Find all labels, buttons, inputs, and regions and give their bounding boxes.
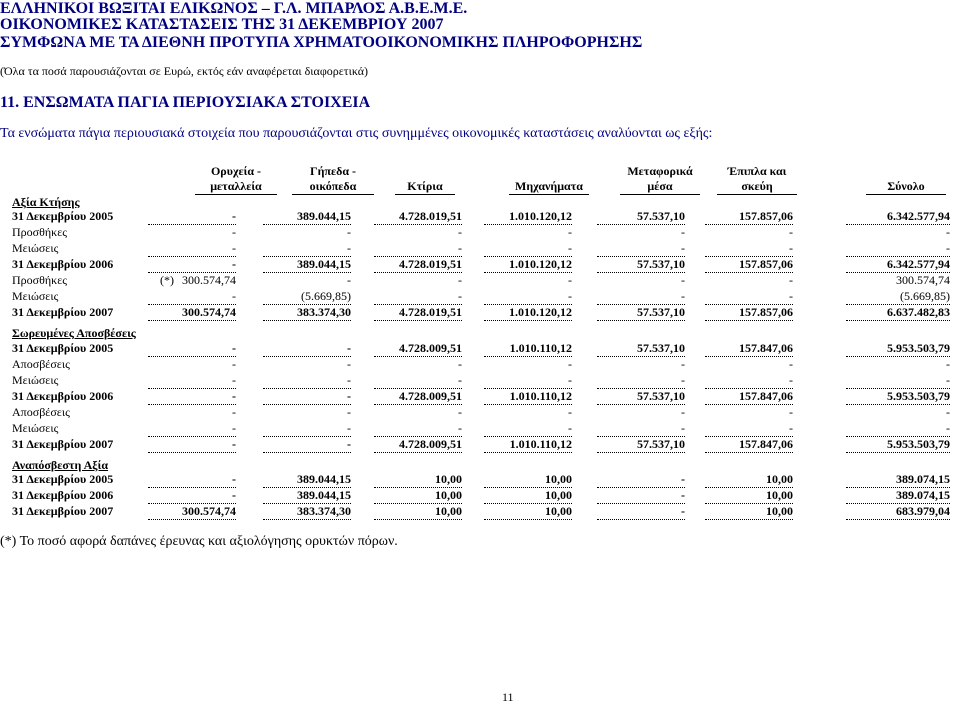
table-cell: - — [263, 341, 351, 357]
footnote: (*) Το ποσό αφορά δαπάνες έρευνας και αξιολόγησης ορυκτών πόρων. — [0, 534, 398, 549]
row-label: 31 Δεκεμβρίου 2005 — [12, 209, 114, 223]
row-label: 31 Δεκεμβρίου 2006 — [12, 488, 114, 502]
column-header-line2: Μηχανήματα — [515, 179, 583, 193]
table-cell: - — [681, 225, 685, 239]
column-header-line2: μέσα — [647, 179, 673, 193]
table-cell: - — [789, 273, 793, 287]
table-row — [0, 209, 960, 223]
row-label: Μειώσεις — [12, 373, 59, 387]
table-cell: - — [347, 405, 351, 419]
table-cell: - — [946, 225, 950, 239]
table-cell: 57.537,10 — [597, 437, 685, 453]
column-header-0 — [195, 164, 277, 195]
section-depreciation: Σωρευμένες Αποσβέσεις — [12, 326, 136, 340]
table-cell: - — [148, 373, 236, 389]
table-row — [0, 472, 960, 486]
table-cell: - — [946, 357, 950, 371]
table-cell: - — [148, 341, 236, 357]
table-cell: - — [681, 405, 685, 419]
table-cell: - — [568, 273, 572, 287]
table-cell: 683.979,04 — [846, 504, 950, 520]
table-cell: 10,00 — [705, 488, 793, 504]
table-cell: 157.847,06 — [705, 389, 793, 405]
table-cell: 157.857,06 — [705, 257, 793, 273]
table-cell: 6.637.482,83 — [846, 305, 950, 321]
table-cell: 57.537,10 — [597, 257, 685, 273]
table-cell: - — [347, 273, 351, 287]
table-cell: - — [846, 373, 950, 389]
table-cell: 4.728.009,51 — [374, 437, 462, 453]
row-label: Προσθήκες — [12, 225, 67, 239]
table-cell: 4.728.019,51 — [374, 305, 462, 321]
table-cell: 1.010.110,12 — [484, 437, 572, 453]
table-row — [0, 389, 960, 403]
page-number: 11 — [502, 690, 514, 704]
table-cell: (5.669,85) — [846, 289, 950, 305]
table-row — [0, 273, 960, 287]
statements-title: ΟΙΚΟΝΟΜΙΚΕΣ ΚΑΤΑΣΤΑΣΕΙΣ ΤΗΣ 31 ΔΕΚΕΜΒΡΙΟΥ 2007 — [0, 16, 444, 33]
table-cell: - — [597, 373, 685, 389]
table-cell: 5.953.503,79 — [846, 341, 950, 357]
table-cell: - — [681, 357, 685, 371]
table-row — [0, 289, 960, 303]
column-header-line1 — [866, 164, 946, 179]
table-cell: - — [846, 421, 950, 437]
table-cell: 10,00 — [374, 488, 462, 504]
standards-line: ΣΥΜΦΩΝΑ ΜΕ ΤΑ ΔΙΕΘΝΗ ΠΡΟΤΥΠΑ ΧΡΗΜΑΤΟΟΙΚΟΝΟΜΙΚΗΣ ΠΛΗΡΟΦΟΡΗΣΗΣ — [0, 34, 643, 51]
table-cell: - — [484, 289, 572, 305]
table-cell: - — [681, 273, 685, 287]
table-row — [0, 405, 960, 419]
table-cell: - — [705, 241, 793, 257]
footnote-marker: (*) — [160, 273, 174, 287]
row-label: 31 Δεκεμβρίου 2005 — [12, 341, 114, 355]
table-cell: 4.728.009,51 — [374, 389, 462, 405]
table-cell: 10,00 — [484, 488, 572, 504]
table-cell: - — [597, 289, 685, 305]
table-cell: 10,00 — [705, 504, 793, 520]
table-cell: 10,00 — [484, 472, 572, 488]
table-cell: 1.010.120,12 — [484, 305, 572, 321]
table-cell: 6.342.577,94 — [846, 209, 950, 225]
row-label: Μειώσεις — [12, 421, 59, 435]
row-label: 31 Δεκεμβρίου 2007 — [12, 504, 114, 518]
column-header-line1: Έπιπλα και — [727, 164, 787, 178]
table-cell: - — [232, 225, 236, 239]
table-row — [0, 225, 960, 239]
table-cell: 157.847,06 — [705, 437, 793, 453]
section-title: 11. ΕΝΣΩΜΑΤΑ ΠΑΓΙΑ ΠΕΡΙΟΥΣΙΑΚΑ ΣΤΟΙΧΕΙΑ — [0, 94, 371, 111]
table-cell: (5.669,85) — [263, 289, 351, 305]
table-cell: - — [597, 488, 685, 504]
column-header-line2: οικόπεδα — [309, 179, 357, 193]
row-label: Αποσβέσεις — [12, 357, 70, 371]
row-label: 31 Δεκεμβρίου 2007 — [12, 437, 114, 451]
column-header-1 — [292, 164, 374, 195]
column-header-6 — [866, 164, 946, 195]
table-cell: 57.537,10 — [597, 389, 685, 405]
table-cell: - — [568, 225, 572, 239]
table-cell: 389.044,15 — [263, 472, 351, 488]
table-cell: - — [347, 225, 351, 239]
row-label: Προσθήκες — [12, 273, 67, 287]
table-row — [0, 241, 960, 255]
table-row — [0, 257, 960, 271]
column-header-2 — [395, 164, 455, 195]
column-header-5 — [717, 164, 797, 195]
table-cell: - — [789, 405, 793, 419]
table-cell: 1.010.120,12 — [484, 209, 572, 225]
table-cell: - — [263, 437, 351, 453]
table-cell: - — [232, 357, 236, 371]
table-cell: - — [232, 405, 236, 419]
table-cell: 10,00 — [484, 504, 572, 520]
table-cell: - — [597, 241, 685, 257]
table-cell: 4.728.019,51 — [374, 257, 462, 273]
table-cell: 4.728.019,51 — [374, 209, 462, 225]
table-row — [0, 341, 960, 355]
table-cell: - — [705, 421, 793, 437]
table-cell: - — [846, 241, 950, 257]
table-cell: - — [374, 241, 462, 257]
table-cell: 389.074,15 — [846, 472, 950, 488]
table-cell: 57.537,10 — [597, 209, 685, 225]
table-cell: - — [458, 405, 462, 419]
table-row — [0, 421, 960, 435]
table-cell: 10,00 — [374, 472, 462, 488]
table-cell: 4.728.009,51 — [374, 341, 462, 357]
company-name: ΕΛΛΗΝΙΚΟΙ ΒΩΞΙΤΑΙ ΕΛΙΚΩΝΟΣ – Γ.Λ. ΜΠΑΡΛΟΣ Α.Β.Ε.Μ.Ε. — [0, 0, 468, 17]
table-cell: 6.342.577,94 — [846, 257, 950, 273]
table-cell: - — [484, 421, 572, 437]
column-header-line1: Μεταφορικά — [627, 164, 693, 178]
table-cell: 300.574,74 — [896, 273, 950, 287]
table-cell: 300.574,74 — [182, 273, 236, 287]
amounts-note: (Όλα τα ποσά παρουσιάζονται σε Ευρώ, εκτός εάν αναφέρεται διαφορετικά) — [0, 64, 369, 78]
table-cell: 389.044,15 — [263, 209, 351, 225]
table-cell: 300.574,74 — [148, 504, 236, 520]
table-row — [0, 373, 960, 387]
column-header-line1: Γήπεδα - — [309, 164, 357, 178]
table-cell: - — [148, 437, 236, 453]
table-cell: 383.374,30 — [263, 305, 351, 321]
table-cell: - — [568, 405, 572, 419]
intro-text: Τα ενσώματα πάγια περιουσιακά στοιχεία που παρουσιάζονται στις συνημμένες οικονομικές καταστάσεις αναλύονται ως εξής: — [0, 126, 713, 141]
column-header-3 — [509, 164, 589, 195]
table-row — [0, 488, 960, 502]
table-cell: - — [789, 357, 793, 371]
table-cell: - — [148, 289, 236, 305]
section-cost: Αξία Κτήσης — [12, 195, 80, 209]
row-label: 31 Δεκεμβρίου 2007 — [12, 305, 114, 319]
table-cell: 389.044,15 — [263, 257, 351, 273]
table-cell: - — [597, 504, 685, 520]
table-cell: - — [458, 357, 462, 371]
column-header-4 — [620, 164, 700, 195]
table-cell: - — [705, 373, 793, 389]
table-row — [0, 357, 960, 371]
table-row — [0, 305, 960, 319]
table-cell: - — [705, 289, 793, 305]
table-cell: - — [458, 273, 462, 287]
table-cell: - — [597, 472, 685, 488]
row-label: 31 Δεκεμβρίου 2006 — [12, 257, 114, 271]
column-header-line1 — [509, 164, 589, 179]
table-cell: - — [374, 421, 462, 437]
table-cell: - — [458, 225, 462, 239]
row-label: Αποσβέσεις — [12, 405, 70, 419]
table-cell: - — [148, 421, 236, 437]
row-label: Μειώσεις — [12, 241, 59, 255]
table-cell: - — [263, 389, 351, 405]
table-cell: 157.857,06 — [705, 209, 793, 225]
table-cell: 1.010.120,12 — [484, 257, 572, 273]
column-header-line2: σκεύη — [741, 179, 773, 193]
table-cell: 57.537,10 — [597, 305, 685, 321]
column-header-line2: μεταλλεία — [210, 179, 262, 193]
table-cell: 300.574,74 — [148, 305, 236, 321]
table-cell: - — [148, 488, 236, 504]
table-cell: 1.010.110,12 — [484, 389, 572, 405]
table-cell: - — [263, 421, 351, 437]
table-cell: 157.857,06 — [705, 305, 793, 321]
table-cell: - — [148, 209, 236, 225]
row-label: Μειώσεις — [12, 289, 59, 303]
row-label: 31 Δεκεμβρίου 2006 — [12, 389, 114, 403]
section-net-book-value: Αναπόσβεστη Αξία — [12, 458, 109, 472]
table-cell: - — [597, 421, 685, 437]
table-cell: 5.953.503,79 — [846, 389, 950, 405]
table-row — [0, 437, 960, 451]
table-cell: 57.537,10 — [597, 341, 685, 357]
table-cell: 157.847,06 — [705, 341, 793, 357]
table-cell: 383.374,30 — [263, 504, 351, 520]
column-header-line2: Κτίρια — [407, 179, 443, 193]
table-cell: - — [374, 373, 462, 389]
column-header-line2: Σύνολο — [887, 179, 925, 193]
table-cell: - — [148, 472, 236, 488]
table-cell: 1.010.110,12 — [484, 341, 572, 357]
table-cell: - — [263, 373, 351, 389]
table-cell: - — [946, 405, 950, 419]
table-cell: 389.044,15 — [263, 488, 351, 504]
table-row — [0, 504, 960, 518]
table-cell: - — [263, 241, 351, 257]
table-cell: 10,00 — [374, 504, 462, 520]
table-cell: - — [484, 241, 572, 257]
table-cell: - — [374, 289, 462, 305]
table-cell: - — [148, 241, 236, 257]
column-header-line1: Ορυχεία - — [210, 164, 262, 178]
table-cell: 389.074,15 — [846, 488, 950, 504]
row-label: 31 Δεκεμβρίου 2005 — [12, 472, 114, 486]
table-cell: - — [347, 357, 351, 371]
table-cell: 10,00 — [705, 472, 793, 488]
table-cell: - — [148, 389, 236, 405]
table-cell: - — [789, 225, 793, 239]
table-cell: - — [568, 357, 572, 371]
column-header-line1 — [395, 164, 455, 179]
table-cell: 5.953.503,79 — [846, 437, 950, 453]
table-cell: - — [484, 373, 572, 389]
table-cell: - — [148, 257, 236, 273]
